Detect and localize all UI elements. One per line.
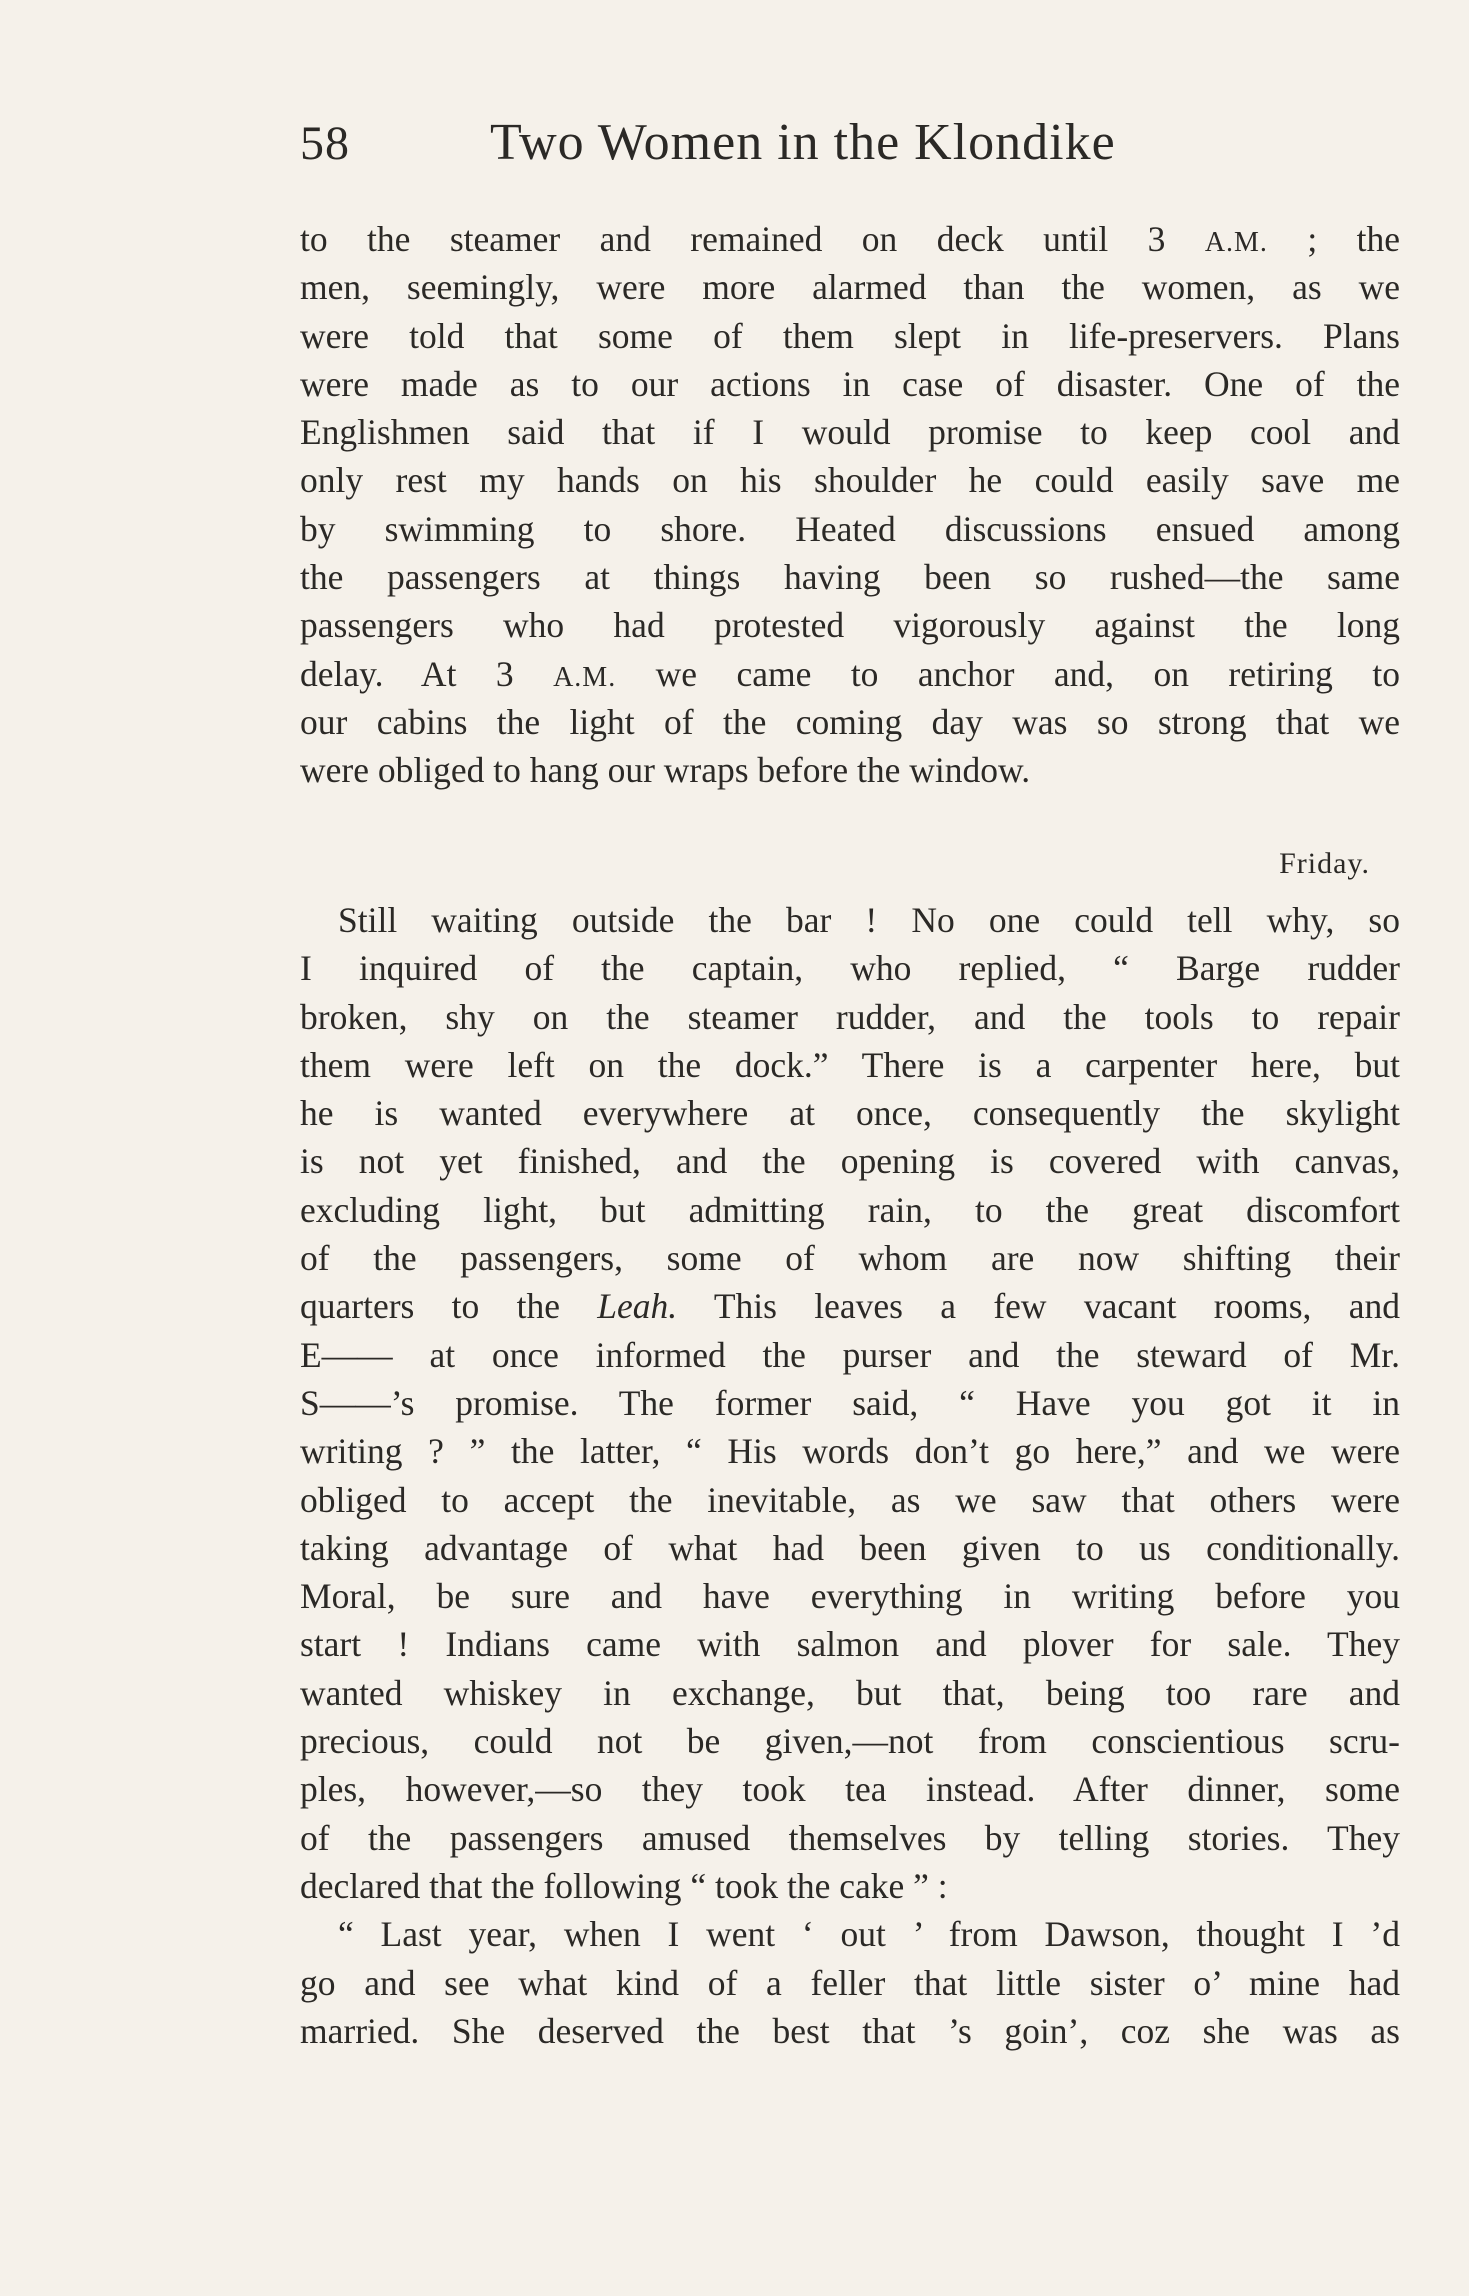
text-line: precious, could not be given,—not from conscientious scru- bbox=[300, 1721, 1400, 1762]
text-line: by swimming to shore. Heated discussions ensued among bbox=[300, 508, 1400, 549]
text-line: them were left on the dock.” There is a carpenter here, but bbox=[300, 1044, 1400, 1085]
text-line: E—— at once informed the purser and the steward of Mr. bbox=[300, 1334, 1400, 1375]
text-line: to the steamer and remained on deck until 3 A.M. ; the bbox=[300, 219, 1400, 259]
text-line: were made as to our actions in case of disaster. One of the bbox=[300, 363, 1400, 404]
text-line: Englishmen said that if I would promise to keep cool and bbox=[300, 412, 1400, 453]
text-line: taking advantage of what had been given to us conditionally. bbox=[300, 1527, 1400, 1568]
book-title: Two Women in the Klondike bbox=[490, 114, 1116, 171]
text-line: I inquired of the captain, who replied, “ Barge rudder bbox=[300, 948, 1400, 989]
text-line: writing ? ” the latter, “ His words don’t go here,” and we were bbox=[300, 1431, 1400, 1472]
text-line: were told that some of them slept in life-preservers. Plans bbox=[300, 315, 1400, 356]
text-line: married. She deserved the best that ’s goin’, coz she was as bbox=[300, 2010, 1400, 2051]
text-line: of the passengers amused themselves by telling stories. They bbox=[300, 1817, 1400, 1858]
text-line: ples, however,—so they took tea instead. After dinner, some bbox=[300, 1769, 1400, 1810]
text-line: broken, shy on the steamer rudder, and the tools to repair bbox=[300, 996, 1400, 1037]
running-head bbox=[300, 108, 1400, 178]
text-line: excluding light, but admitting rain, to the great discomfort bbox=[300, 1189, 1400, 1230]
text-line: passengers who had protested vigorously against the long bbox=[300, 605, 1400, 646]
text-line: Moral, be sure and have everything in writing before you bbox=[300, 1576, 1400, 1617]
text-line: men, seemingly, were more alarmed than the women, as we bbox=[300, 267, 1400, 308]
text-line: S——’s promise. The former said, “ Have you got it in bbox=[300, 1382, 1400, 1423]
text-line: the passengers at things having been so rushed—the same bbox=[300, 557, 1400, 598]
text-line: wanted whiskey in exchange, but that, being too rare and bbox=[300, 1672, 1400, 1713]
text-line: go and see what kind of a feller that little sister o’ mine had bbox=[300, 1962, 1400, 2003]
text-line: start ! Indians came with salmon and plover for sale. They bbox=[300, 1624, 1400, 1665]
text-line: obliged to accept the inevitable, as we saw that others were bbox=[300, 1479, 1400, 1520]
text-line: quarters to the Leah. This leaves a few vacant rooms, and bbox=[300, 1286, 1400, 1327]
text-line: our cabins the light of the coming day was so strong that we bbox=[300, 701, 1400, 742]
text-line: were obliged to hang our wraps before the window. bbox=[300, 750, 1031, 791]
dateline: Friday. bbox=[1279, 847, 1370, 880]
text-line: only rest my hands on his shoulder he could easily save me bbox=[300, 460, 1400, 501]
text-line: delay. At 3 A.M. we came to anchor and, on retiring to bbox=[300, 653, 1400, 694]
text-line: of the passengers, some of whom are now shifting their bbox=[300, 1238, 1400, 1279]
text-line: Still waiting outside the bar ! No one could tell why, so bbox=[338, 900, 1400, 940]
paragraph-1 bbox=[300, 215, 1400, 795]
page-number: 58 bbox=[300, 117, 350, 170]
text-line: he is wanted everywhere at once, consequently the skylight bbox=[300, 1093, 1400, 1134]
text-line: declared that the following “ took the cake ” : bbox=[300, 1865, 948, 1906]
paragraph-2 bbox=[300, 896, 1400, 2055]
text-line: is not yet finished, and the opening is covered with canvas, bbox=[300, 1141, 1400, 1182]
text-line: “ Last year, when I went ‘ out ’ from Dawson, thought I ’d bbox=[338, 1914, 1400, 1955]
